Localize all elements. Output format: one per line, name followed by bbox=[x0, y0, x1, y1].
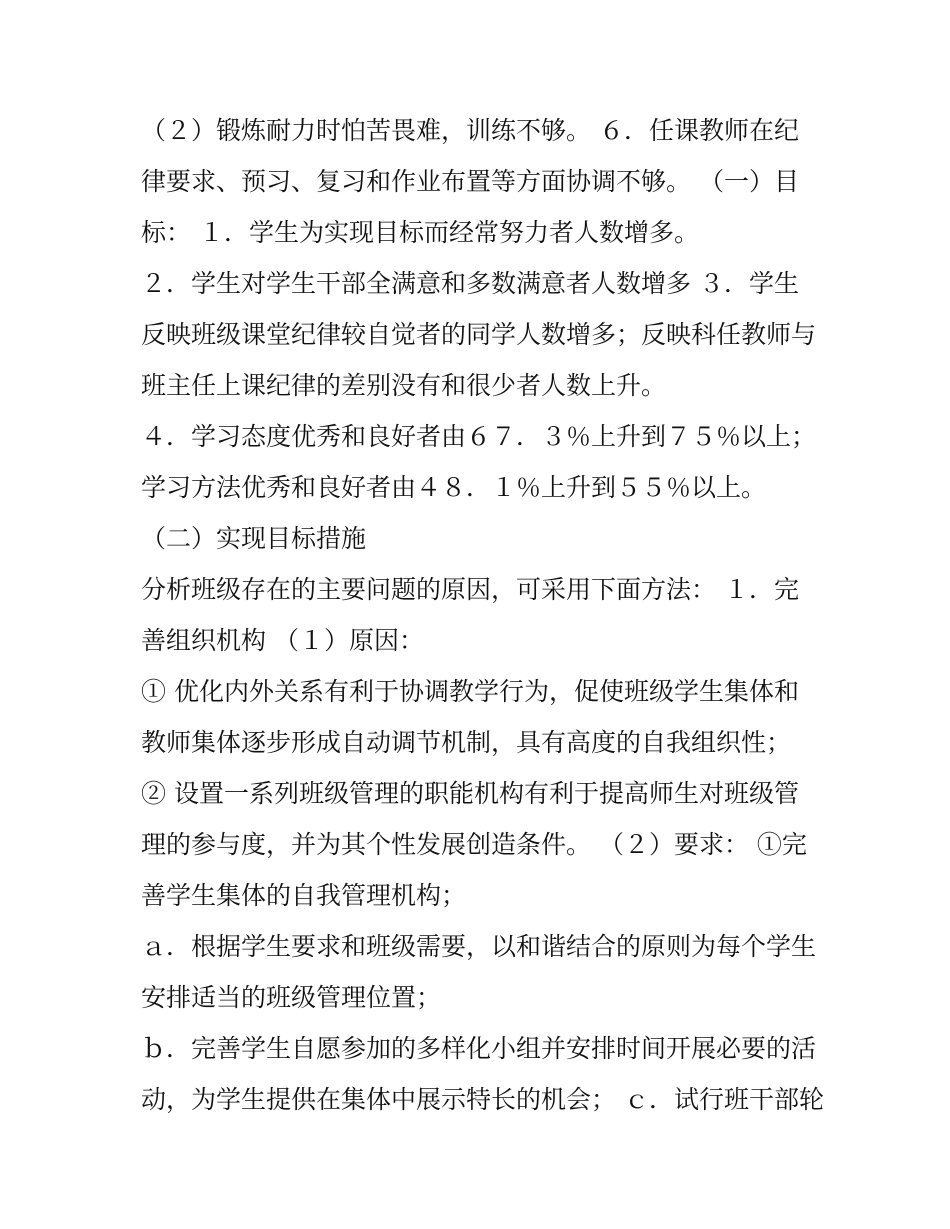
text-line: 学习方法优秀和良好者由４８．１％上升到５５％以上。 bbox=[141, 473, 767, 502]
text-line: ４．学习态度优秀和良好者由６７．３％上升到７５％以上； bbox=[141, 422, 817, 451]
text-line: 动，为学生提供在集体中展示特长的机会； ｃ．试行班干部轮 bbox=[141, 1085, 824, 1114]
text-line: 理的参与度，并为其个性发展创造条件。 （２）要求： ①完 bbox=[141, 830, 807, 859]
text-line: ２．学生对学生干部全满意和多数满意者人数增多 ３．学生 bbox=[141, 269, 799, 298]
text-line: （２）锻炼耐力时怕苦畏难，训练不够。 ６．任课教师在纪 bbox=[141, 116, 799, 145]
text-line: 教师集体逐步形成自动调节机制，具有高度的自我组织性； bbox=[141, 728, 792, 757]
text-line: 安排适当的班级管理位置； bbox=[141, 983, 442, 1012]
text-line: ａ．根据学生要求和班级需要，以和谐结合的原则为每个学生 bbox=[141, 932, 817, 961]
text-line: ｂ．完善学生自愿参加的多样化小组并安排时间开展必要的活 bbox=[141, 1034, 817, 1063]
text-line: 善组织机构 （１）原因： bbox=[141, 626, 424, 655]
text-line: ① 优化内外关系有利于协调教学行为，促使班级学生集体和 bbox=[141, 677, 799, 706]
section-heading: （二）实现目标措施 bbox=[141, 524, 367, 553]
text-line: 反映班级课堂纪律较自觉者的同学人数增多；反映科任教师与 bbox=[141, 320, 817, 349]
text-line: 分析班级存在的主要问题的原因，可采用下面方法： １．完 bbox=[141, 575, 799, 604]
text-line: 班主任上课纪律的差别没有和很少者人数上升。 bbox=[141, 371, 667, 400]
body-text bbox=[141, 105, 831, 1125]
text-line: 标： １．学生为实现目标而经常努力者人数增多。 bbox=[141, 218, 699, 247]
text-line: ② 设置一系列班级管理的职能机构有利于提高师生对班级管 bbox=[141, 779, 799, 808]
text-line: 善学生集体的自我管理机构； bbox=[141, 881, 467, 910]
text-line: 律要求、预习、复习和作业布置等方面协调不够。 （一）目 bbox=[141, 167, 799, 196]
